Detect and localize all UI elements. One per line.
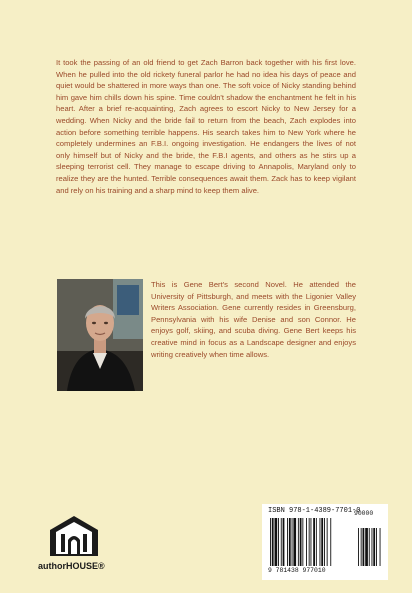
barcode-number: 9 781438 977010 bbox=[268, 567, 326, 574]
author-bio: This is Gene Bert's second Novel. He attended the University of Pittsburgh, and meets with the Ligonier Valley Writers Association. Gene currently resides in Greensburg, Pennsylvania with his wife Denise and son Connor. He enjoys golf, skiing, and scuba diving. Gene Bert keeps his creative mind in focus as a Landscape designer and enjoys writing creatively when time allows. bbox=[151, 280, 356, 359]
authorhouse-house-icon bbox=[46, 514, 102, 558]
author-portrait-image bbox=[57, 279, 143, 391]
publisher-name: authorHOUSE® bbox=[38, 561, 105, 571]
isbn-barcode bbox=[262, 504, 388, 580]
book-blurb: It took the passing of an old friend to get Zach Barron back together with his first love. When he pulled into the old rickety funeral parlor he had no idea his days of peace and quiet would be shattered in more ways than one. The soft voice of Nicky standing behind him gave him chills down his spine. Time couldn't shadow the enchantment he felt in his heart. After a brief re-acquainting, Zach agrees to escort Nicky to New Jersey for a wedding. When Nicky and the bride fail to return from the beach, Zach explodes into action before something terrible happens. His search takes him to New York where he completely undermines an F.B.I. ongoing investigation. He endangers the lives of not only himself but of Nicky and the bride, the F.B.I agents, and others as he stirs up a sleeping terrorist cell. They manage to escape driving to Annapolis, Maryland only to realize they are the hunted. Terrible consequences await them. Zack has to keep vigilant and rely on his training and a sharp mind to keep them alive. bbox=[56, 58, 356, 195]
barcode-bars bbox=[268, 518, 384, 568]
price-addon-number: 90000 bbox=[354, 510, 374, 517]
author-photo bbox=[57, 279, 143, 391]
publisher-logo bbox=[38, 514, 108, 574]
isbn-label: ISBN 978-1-4389-7701-0 bbox=[268, 507, 361, 515]
